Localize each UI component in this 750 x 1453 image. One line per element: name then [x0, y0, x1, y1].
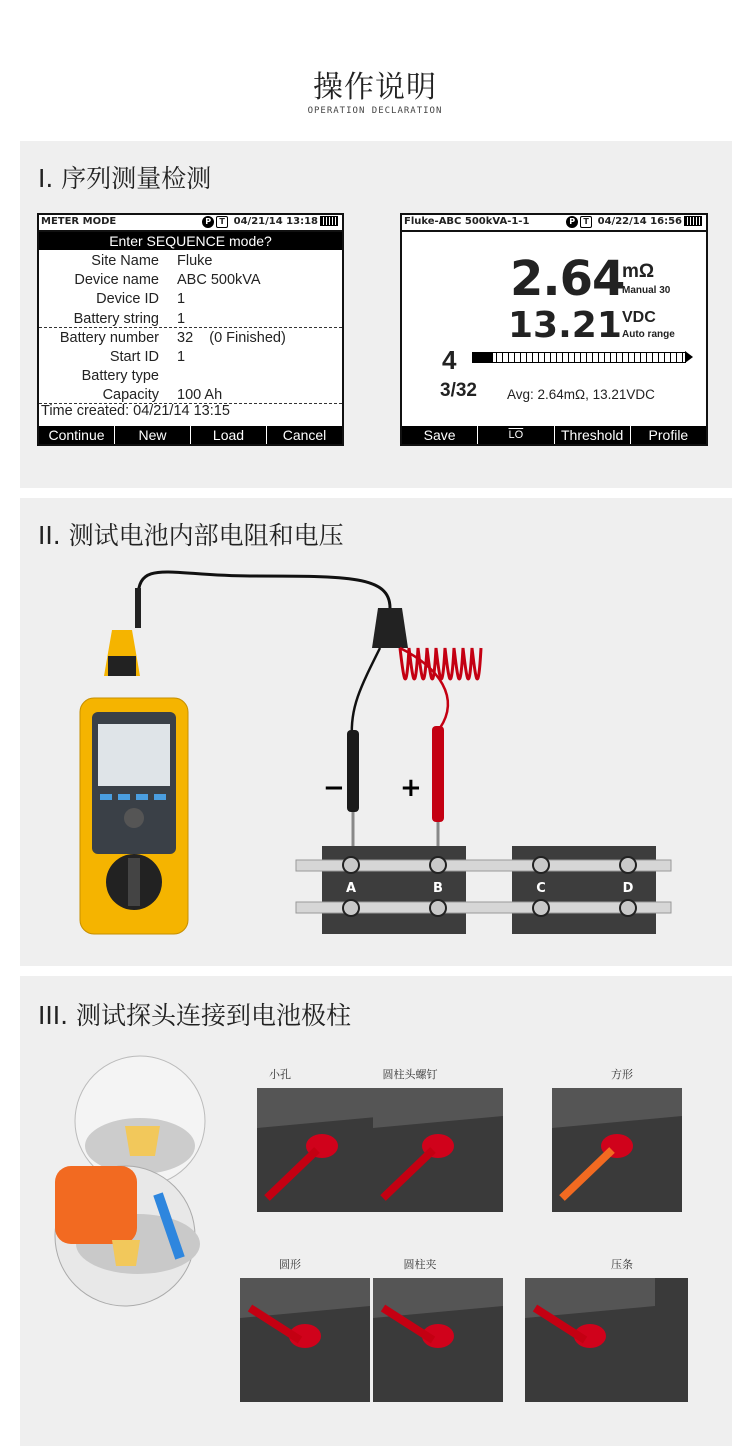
section-title: I. 序列测量检测 [38, 164, 212, 193]
field-value: 1 [177, 291, 186, 308]
resistance-unit: mΩ [622, 261, 655, 282]
battery-label-c: C [536, 881, 546, 896]
p-icon: P [202, 216, 214, 228]
cable [138, 572, 390, 608]
field-label: Battery number [59, 329, 159, 346]
status-bar [402, 215, 706, 232]
field-label: Device ID [96, 291, 159, 308]
black-lead [352, 648, 380, 738]
terminal-tile [552, 1088, 682, 1212]
meter-screen-measure [400, 213, 708, 446]
save-softkey[interactable]: Save [423, 427, 456, 443]
battery-label-d: D [622, 881, 634, 896]
caption-cylinder-screw: 圆柱头螺钉 [382, 1068, 438, 1081]
terminal-tile [525, 1278, 688, 1402]
status-bar [39, 215, 342, 232]
time-created: Time created: 04/21/14 13:15 [41, 403, 230, 419]
new-softkey[interactable]: New [114, 426, 190, 444]
voltage-unit: VDC [622, 309, 656, 326]
battery-icon [684, 216, 702, 226]
divider [39, 327, 342, 328]
battery-index: 4 [442, 345, 457, 375]
dialog-heading: Enter SEQUENCE mode? [39, 232, 342, 250]
threshold-softkey[interactable]: Threshold [554, 426, 630, 444]
resistance-value: 2.64 [510, 251, 625, 307]
meter-mode-label: METER MODE [41, 216, 117, 227]
load-softkey[interactable]: Load [190, 426, 266, 444]
meter-display [98, 724, 170, 786]
profile-softkey[interactable]: Profile [630, 426, 706, 444]
softkey-bar [402, 426, 706, 444]
status-icons [566, 216, 702, 228]
battery-label-b: B [433, 881, 443, 896]
progress-bar [472, 352, 686, 363]
resistance-mode: Manual 30 [622, 285, 671, 296]
arrow-right-icon [685, 351, 693, 363]
test-setup-illustration [20, 498, 732, 966]
section-title: II. 测试电池内部电阻和电压 [38, 521, 344, 550]
status-icons [202, 216, 338, 228]
page-subtitle: OPERATION DECLARATION [307, 106, 443, 116]
voltage-value: 13.21 [508, 305, 622, 346]
battery-icon [320, 216, 338, 226]
field-label: Device name [74, 272, 159, 289]
t-icon: T [216, 216, 228, 228]
terminal-tile [240, 1278, 370, 1402]
field-label: Battery string [73, 310, 159, 327]
red-coiled-lead [400, 648, 481, 679]
battery-label-a: A [345, 881, 357, 896]
field-label: Site Name [91, 253, 159, 269]
continue-softkey[interactable]: Continue [48, 427, 105, 443]
field-value: Fluke [177, 253, 213, 269]
field-value: 1 [177, 310, 186, 327]
progress-count: 3/32 [440, 380, 477, 401]
field-value: 32 (0 Finished) [177, 329, 286, 346]
field-label: Start ID [109, 349, 159, 365]
meter-screen-sequence [37, 213, 344, 446]
progress-fill [473, 353, 493, 362]
p-icon: P [566, 216, 578, 228]
y-connector [372, 608, 408, 648]
page-title: 操作说明 [313, 70, 437, 105]
t-icon: T [580, 216, 592, 228]
caption-small-hole: 小孔 [269, 1068, 291, 1081]
probe-tip [55, 1166, 137, 1244]
field-value: ABC 500kVA [177, 272, 261, 289]
field-value: 100 Ah [177, 387, 223, 404]
datetime: 04/22/14 16:56 [597, 216, 682, 227]
caption-cylinder-clamp: 圆柱夹 [403, 1258, 437, 1271]
section-probe-connection [20, 976, 732, 1446]
cancel-softkey[interactable]: Cancel [266, 426, 342, 444]
caption-round: 圆形 [279, 1258, 301, 1271]
caption-strip: 压条 [611, 1258, 633, 1271]
black-probe [347, 730, 359, 812]
section-resistance-voltage [20, 498, 732, 966]
datetime: 04/21/14 13:18 [233, 216, 318, 227]
field-label: Battery type [81, 368, 159, 385]
red-probe [432, 726, 444, 822]
softkey-bar [39, 426, 342, 444]
section-sequence [20, 141, 732, 488]
profile-name: Fluke-ABC 500kVA-1-1 [404, 216, 530, 227]
plus-sign: + [400, 773, 422, 803]
section-title: III. 测试探头连接到电池极柱 [38, 1001, 352, 1030]
terminal-tile [373, 1088, 503, 1212]
average-readout: Avg: 2.64mΩ, 13.21VDC [507, 387, 655, 402]
lo-softkey[interactable]: $\overline{LO}$ [477, 426, 553, 444]
caption-square: 方形 [611, 1068, 633, 1081]
minus-sign: − [323, 773, 345, 803]
terminal-tile [257, 1088, 387, 1212]
terminal-tile [373, 1278, 503, 1402]
probe-connection-illustration [20, 976, 732, 1446]
voltage-mode: Auto range [622, 329, 675, 340]
field-value: 1 [177, 349, 186, 365]
field-label: Capacity [102, 387, 159, 404]
